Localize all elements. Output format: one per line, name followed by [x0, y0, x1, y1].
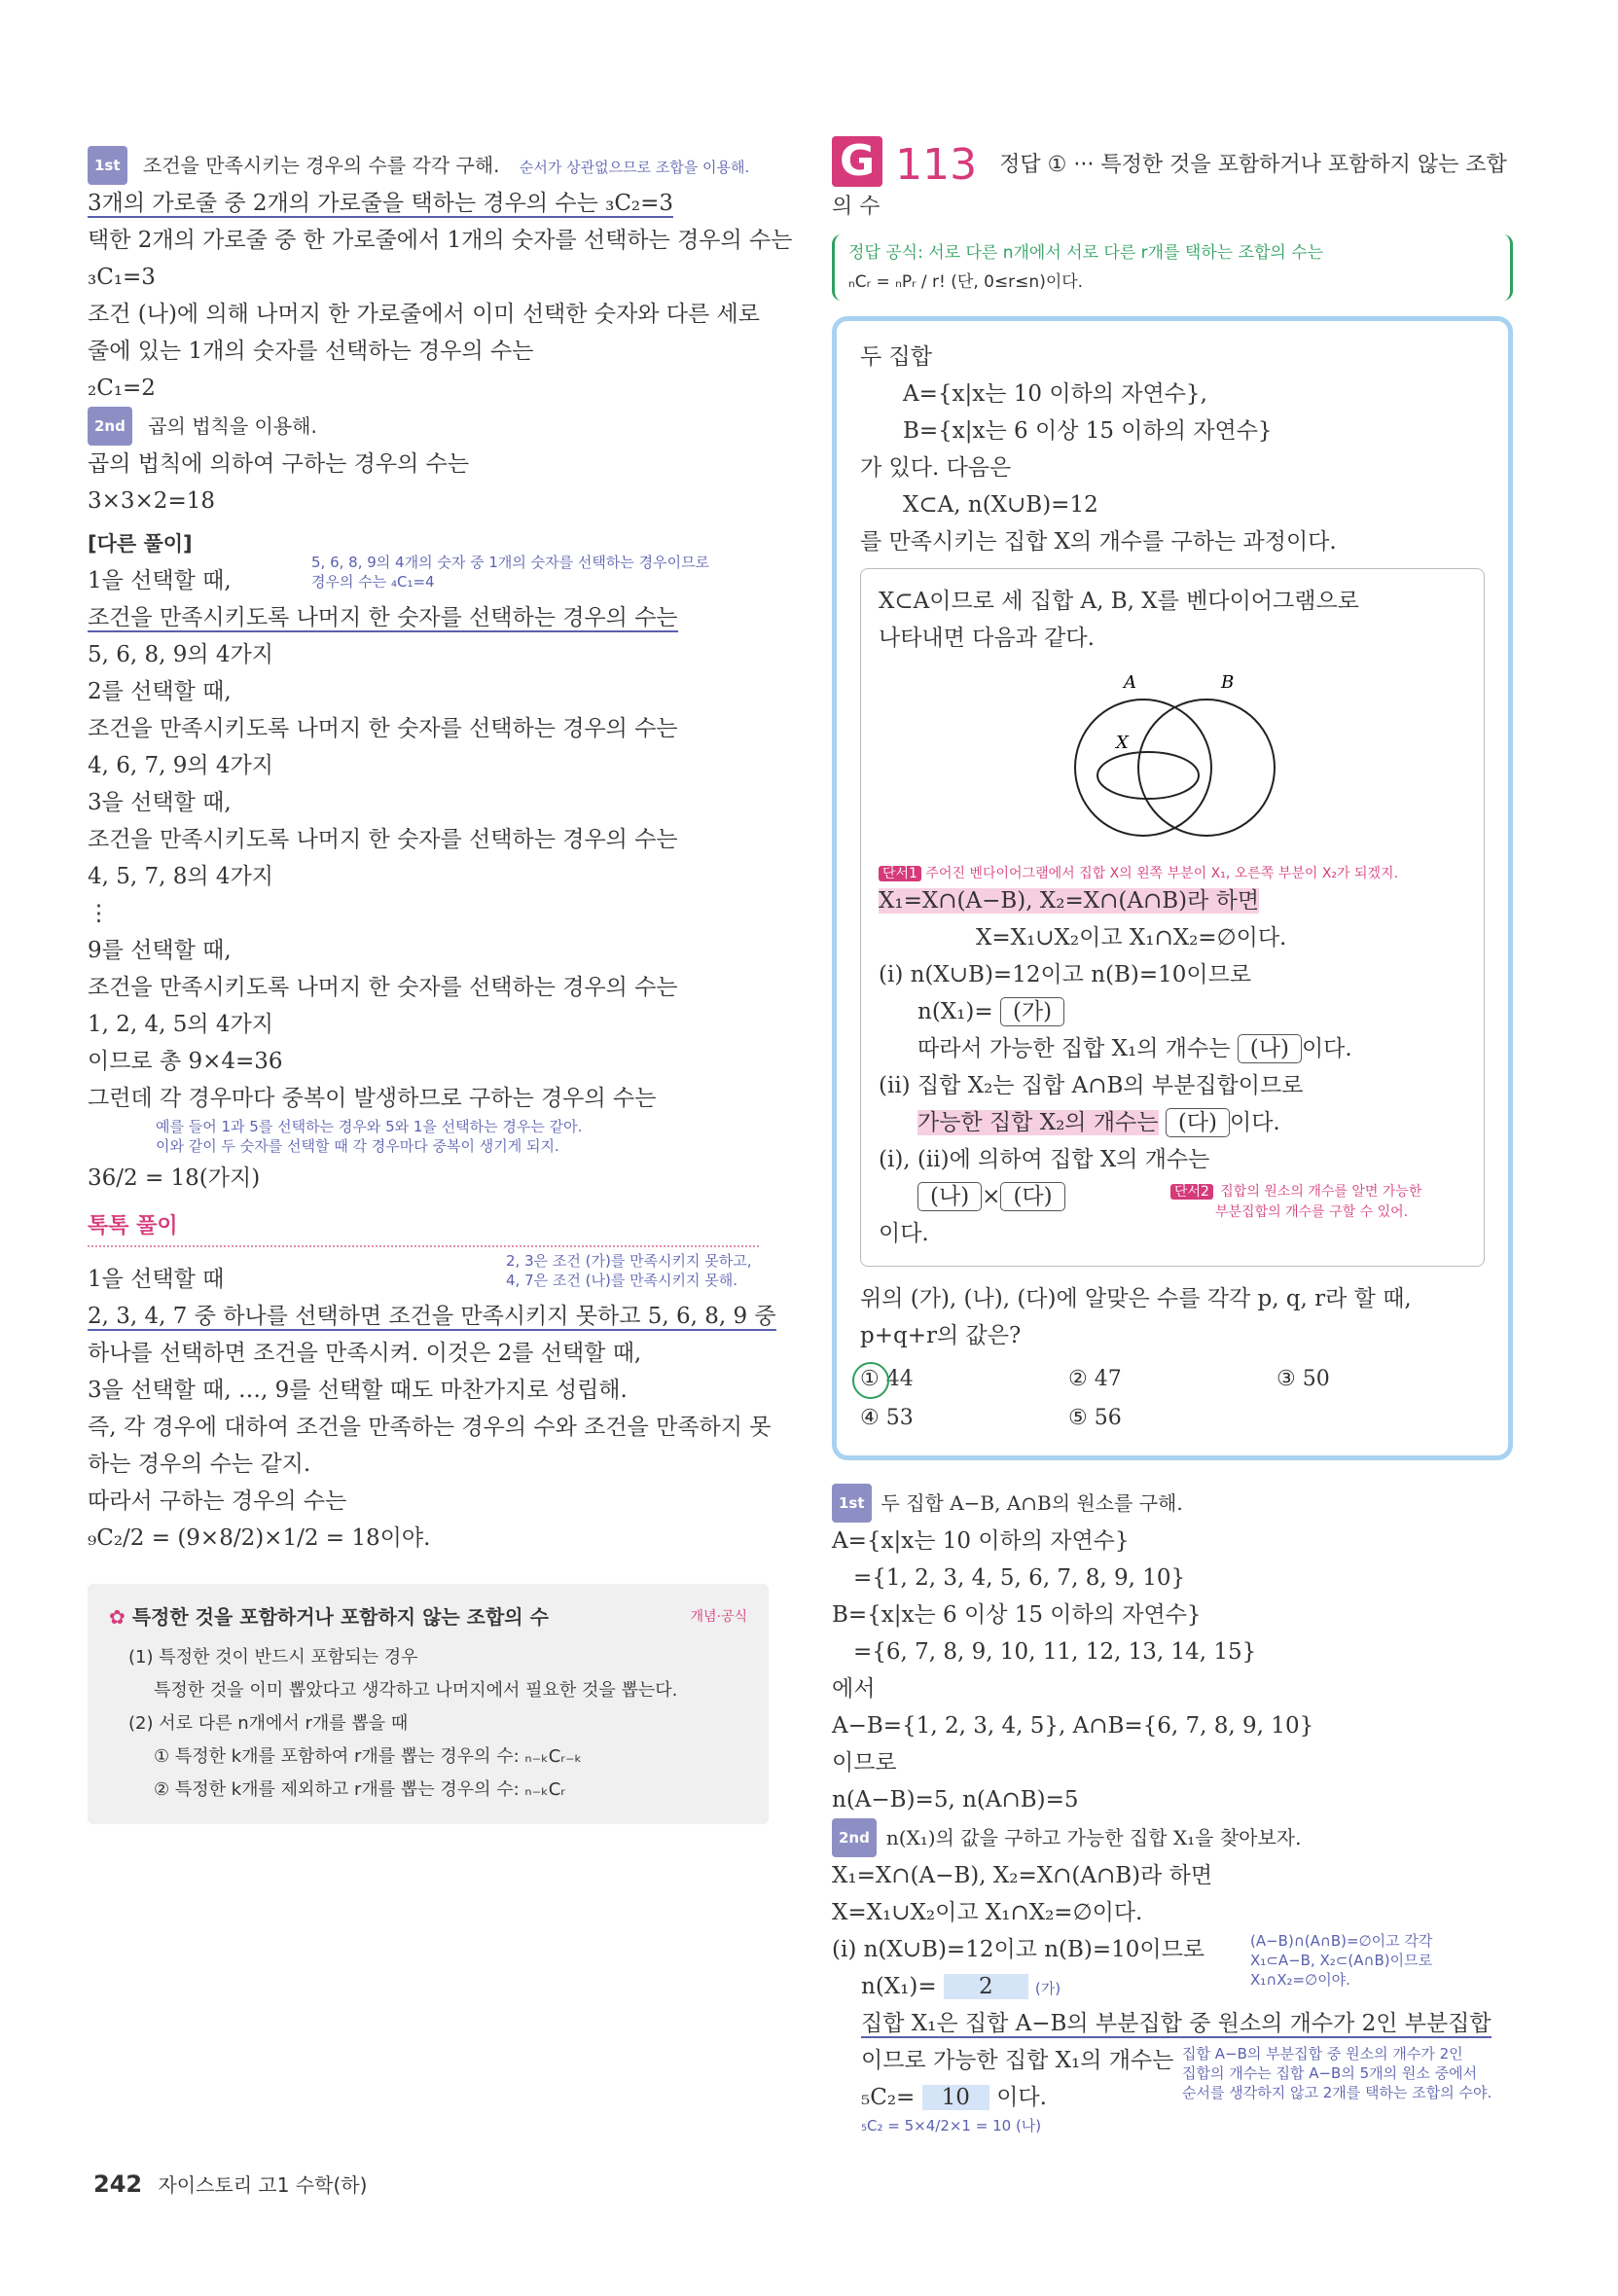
text-line: ₂C₁=2: [88, 376, 156, 401]
step-badge: 1st: [832, 1484, 872, 1523]
text-line: 하나를 선택하면 조건을 만족시켜. 이것은 2를 선택할 때,: [88, 1341, 642, 1366]
solution-line: ={1, 2, 3, 4, 5, 6, 7, 8, 9, 10}: [853, 1565, 1186, 1591]
text-line: 줄에 있는 1개의 숫자를 선택하는 경우의 수는: [88, 339, 534, 364]
box-line: 나타내면 다음과 같다.: [879, 626, 1095, 651]
solution-line: n(X₁)= 2 (가): [861, 1974, 1061, 1999]
page-footer: [93, 2170, 367, 2198]
solution-line: n(A−B)=5, n(A∩B)=5: [832, 1787, 1079, 1812]
text-line: ₉C₂/2 = (9×8/2)×1/2 = 18이야.: [88, 1525, 431, 1551]
hint-badge: 단서1: [879, 866, 921, 881]
text-line: 하는 경우의 수는 같지.: [88, 1452, 311, 1477]
solution-line: A={x|x는 10 이하의 자연수}: [832, 1528, 1130, 1554]
box-line: X⊂A이므로 세 집합 A, B, X를 벤다이어그램으로: [879, 589, 1359, 614]
choice-1[interactable]: ① 44: [860, 1360, 1068, 1399]
box-line: (나) × (다) 단서2 집합의 원소의 개수를 알면 가능한 부분집합의 개수를 구할 수 있어.: [879, 1178, 1466, 1215]
text-line: 5, 6, 8, 9의 4가지: [88, 642, 273, 667]
problem-header: [832, 136, 1513, 221]
venn-circle-a: [1075, 700, 1211, 836]
concept-title: ✿ 특정한 것을 포함하거나 포함하지 않는 조합의 수: [109, 1605, 549, 1629]
margin-note: 집합 A−B의 부분집합 중 원소의 개수가 2인 집합의 개수는 집합 A−B의 5개의 원소 중에서 순서를 생각하지 않고 2개를 택하는 조합의 수야.: [1182, 2045, 1492, 2101]
formula-box: [832, 234, 1513, 301]
choice-2[interactable]: ② 47: [1068, 1367, 1122, 1391]
right-column: [832, 136, 1513, 2135]
text-line: 3을 선택할 때,: [88, 790, 232, 815]
question-box: [832, 316, 1513, 1460]
hint1: 단서1 주어진 벤다이어그램에서 집합 X의 왼쪽 부분이 X₁, 오른쪽 부분이 X₂가 되겠지.: [879, 863, 1466, 882]
process-box: [860, 568, 1485, 1267]
box-line: (i), (ii)에 의하여 집합 X의 개수는: [879, 1147, 1210, 1172]
venn-label-a: A: [1124, 672, 1136, 693]
question-line: 두 집합: [860, 344, 932, 370]
text-line: 그런데 각 경우마다 중복이 발생하므로 구하는 경우의 수는: [88, 1086, 657, 1111]
venn-label-x: X: [1116, 733, 1129, 753]
problem-number: 113: [895, 140, 978, 190]
choice-4[interactable]: ④ 53: [860, 1406, 914, 1430]
step-badge: 2nd: [88, 407, 132, 446]
venn-ellipse-x: [1097, 752, 1199, 799]
solution-line: 집합 X₁은 집합 A−B의 부분집합 중 원소의 개수가 2인 부분집합: [861, 2011, 1492, 2036]
section-badge: G: [832, 136, 882, 187]
text-line: 1을 선택할 때,: [88, 568, 232, 593]
text-line: 4, 5, 7, 8의 4가지: [88, 864, 273, 889]
step-title: 조건을 만족시키는 경우의 수를 각각 구해.: [142, 154, 500, 177]
solution-line: (i) n(X∪B)=12이고 n(B)=10이므로: [832, 1937, 1205, 1962]
step-title: 곱의 법칙을 이용해.: [148, 414, 317, 438]
question-line: 가 있다. 다음은: [860, 455, 1012, 481]
concept-box: [88, 1584, 769, 1824]
question-line: 위의 (가), (나), (다)에 알맞은 수를 각각 p, q, r라 할 때,: [860, 1286, 1412, 1311]
hint-badge: 단서2: [1170, 1184, 1213, 1200]
choices: [860, 1360, 1485, 1438]
step-badge: 1st: [88, 146, 127, 185]
text-line: 9를 선택할 때,: [88, 938, 232, 963]
question-line: 를 만족시키는 집합 X의 개수를 구하는 과정이다.: [860, 529, 1337, 555]
solution-line: X₁=X∩(A−B), X₂=X∩(A∩B)라 하면: [832, 1863, 1213, 1888]
solution-step2-header: 2nd n(X₁)의 값을 구하고 가능한 집합 X₁을 찾아보자.: [832, 1818, 1513, 1857]
text-line: 3개의 가로줄 중 2개의 가로줄을 택하는 경우의 수는 ₃C₂=3: [88, 191, 674, 216]
margin-note: 순서가 상관없으므로 조합을 이용해.: [519, 159, 750, 176]
formula-text: ₙCᵣ = ₙPᵣ / r! (단, 0≤r≤n)이다.: [848, 272, 1084, 292]
step-badge: 2nd: [832, 1818, 877, 1857]
page-number: 242: [93, 2170, 143, 2198]
text-line: 3×3×2=18: [88, 488, 215, 514]
venn-circle-b: [1138, 700, 1275, 836]
question-line: X⊂A, n(X∪B)=12: [903, 492, 1098, 518]
text-line: 조건을 만족시키도록 나머지 한 숫자를 선택하는 경우의 수는: [88, 975, 678, 1000]
box-line: (i) n(X∪B)=12이고 n(B)=10이므로: [879, 962, 1252, 987]
concept-line: ① 특정한 k개를 포함하여 r개를 뽑는 경우의 수: ₙ₋ₖCᵣ₋ₖ: [154, 1746, 583, 1767]
text-line: 따라서 구하는 경우의 수는: [88, 1489, 347, 1514]
text-line: 4, 6, 7, 9의 4가지: [88, 753, 273, 778]
box-line: n(X₁)= (가): [879, 993, 1466, 1030]
text-line: 이므로 총 9×4=36: [88, 1049, 283, 1074]
concept-line: (1) 특정한 것이 반드시 포함되는 경우: [128, 1647, 418, 1668]
box-line: 이다.: [879, 1221, 929, 1246]
margin-note: (A−B)∩(A∩B)=∅이고 각각 X₁⊂A−B, X₂⊂(A∩B)이므로 X₁∩X₂=∅이야.: [1250, 1932, 1433, 1989]
concept-line: (2) 서로 다른 n개에서 r개를 뽑을 때: [128, 1713, 409, 1734]
concept-line: ② 특정한 k개를 제외하고 r개를 뽑는 경우의 수: ₙ₋ₖCᵣ: [154, 1779, 565, 1800]
question-line: A={x|x는 10 이하의 자연수},: [903, 381, 1207, 407]
concept-badge: 개념·공식: [690, 1608, 747, 1625]
question-line: p+q+r의 값은?: [860, 1323, 1022, 1348]
text-line: 곱의 법칙에 의하여 구하는 경우의 수는: [88, 451, 470, 477]
blank-ga: (가): [1000, 997, 1064, 1026]
box-line: 가능한 집합 X₂의 개수는 (다) 이다.: [917, 1110, 1280, 1135]
text-line: 3을 선택할 때, …, 9를 선택할 때도 마찬가지로 성립해.: [88, 1378, 628, 1403]
text-line: 즉, 각 경우에 대하여 조건을 만족하는 경우의 수와 조건을 만족하지 못: [88, 1415, 772, 1440]
solution-line: B={x|x는 6 이상 15 이하의 자연수}: [832, 1602, 1202, 1628]
text-line: 조건을 만족시키도록 나머지 한 숫자를 선택하는 경우의 수는: [88, 605, 678, 630]
solution-line: 이므로: [832, 1750, 897, 1776]
text-line: 택한 2개의 가로줄 중 한 가로줄에서 1개의 숫자를 선택하는 경우의 수는: [88, 228, 793, 253]
text-line: 2, 3, 4, 7 중 하나를 선택하면 조건을 만족시키지 못하고 5, 6, 8, 9 중: [88, 1304, 776, 1329]
solution-line: 에서: [832, 1676, 876, 1702]
venn-label-b: B: [1221, 672, 1235, 693]
box-line: 따라서 가능한 집합 X₁의 개수는 (나) 이다.: [917, 1036, 1352, 1061]
text-line: ₃C₁=3: [88, 265, 156, 290]
margin-note: 5, 6, 8, 9의 4개의 숫자 중 1개의 숫자를 선택하는 경우이므로 경우의 수는 ₄C₁=4: [311, 554, 710, 591]
blank-na: (나): [1238, 1034, 1302, 1063]
solution-line: 이므로 가능한 집합 X₁의 개수는: [861, 2048, 1174, 2073]
box-line: X₁=X∩(A−B), X₂=X∩(A∩B)라 하면: [879, 888, 1260, 914]
text-line: 조건을 만족시키도록 나머지 한 숫자를 선택하는 경우의 수는: [88, 716, 678, 741]
text-line: 1을 선택할 때: [88, 1267, 225, 1292]
step1-header: [88, 146, 769, 185]
solution-line: X=X₁∪X₂이고 X₁∩X₂=∅이다.: [832, 1900, 1143, 1925]
tok-title: 톡톡 풀이: [88, 1208, 759, 1247]
solution-line: A−B={1, 2, 3, 4, 5}, A∩B={6, 7, 8, 9, 10}: [832, 1713, 1314, 1739]
text-line: 1, 2, 4, 5의 4가지: [88, 1012, 273, 1037]
hint2: 단서2 집합의 원소의 개수를 알면 가능한 부분집합의 개수를 구할 수 있어.: [1170, 1180, 1453, 1221]
question-line: B={x|x는 6 이상 15 이하의 자연수}: [903, 418, 1273, 444]
solution-line: ₅C₂= 10 이다.: [861, 2085, 1047, 2110]
left-column: [88, 146, 793, 1824]
text-line: 조건 (나)에 의해 나머지 한 가로줄에서 이미 선택한 숫자와 다른 세로: [88, 302, 760, 327]
text-line: 36/2 = 18(가지): [88, 1166, 261, 1191]
formula-text: 정답 공식: 서로 다른 n개에서 서로 다른 r개를 택하는 조합의 수는: [848, 243, 1324, 263]
margin-note: ₅C₂ = 5×4/2×1 = 10 (나): [861, 2117, 1042, 2135]
text-line: 조건을 만족시키도록 나머지 한 숫자를 선택하는 경우의 수는: [88, 827, 678, 852]
box-line: X=X₁∪X₂이고 X₁∩X₂=∅이다.: [976, 925, 1287, 951]
choice-5[interactable]: ⑤ 56: [1068, 1406, 1122, 1430]
choice-3[interactable]: ③ 50: [1276, 1367, 1330, 1391]
text-line: 2를 선택할 때,: [88, 679, 232, 704]
alt-solution-title: [다른 풀이]: [88, 532, 193, 556]
box-line: (ii) 집합 X₂는 집합 A∩B의 부분집합이므로: [879, 1073, 1304, 1098]
flower-icon: ✿: [109, 1605, 132, 1629]
step2-header: [88, 407, 769, 446]
margin-note: 2, 3은 조건 (가)를 만족시키지 못하고, 4, 7은 조건 (나)를 만족시키지 못해.: [506, 1252, 752, 1289]
text-line: ⋮: [88, 901, 110, 926]
solution-line: ={6, 7, 8, 9, 10, 11, 12, 13, 14, 15}: [853, 1639, 1257, 1665]
solution-step1-header: 1st 두 집합 A−B, A∩B의 원소를 구해.: [832, 1484, 1513, 1523]
answer-line: 정답 ① ··· 특정한 것을 포함하거나 포함하지 않는 조합의 수: [832, 153, 1507, 219]
venn-diagram: [879, 661, 1466, 859]
book-title: 자이스토리 고1 수학(하): [158, 2173, 368, 2197]
margin-note: 예를 들어 1과 5를 선택하는 경우와 5와 1을 선택하는 경우는 같아. 이와 같이 두 숫자를 선택할 때 각 경우마다 중복이 생기게 되지.: [156, 1118, 583, 1155]
blank-da: (다): [1166, 1108, 1230, 1137]
correct-circle-icon: [852, 1362, 889, 1399]
concept-line: 특정한 것을 이미 뽑았다고 생각하고 나머지에서 필요한 것을 뽑는다.: [154, 1680, 678, 1701]
